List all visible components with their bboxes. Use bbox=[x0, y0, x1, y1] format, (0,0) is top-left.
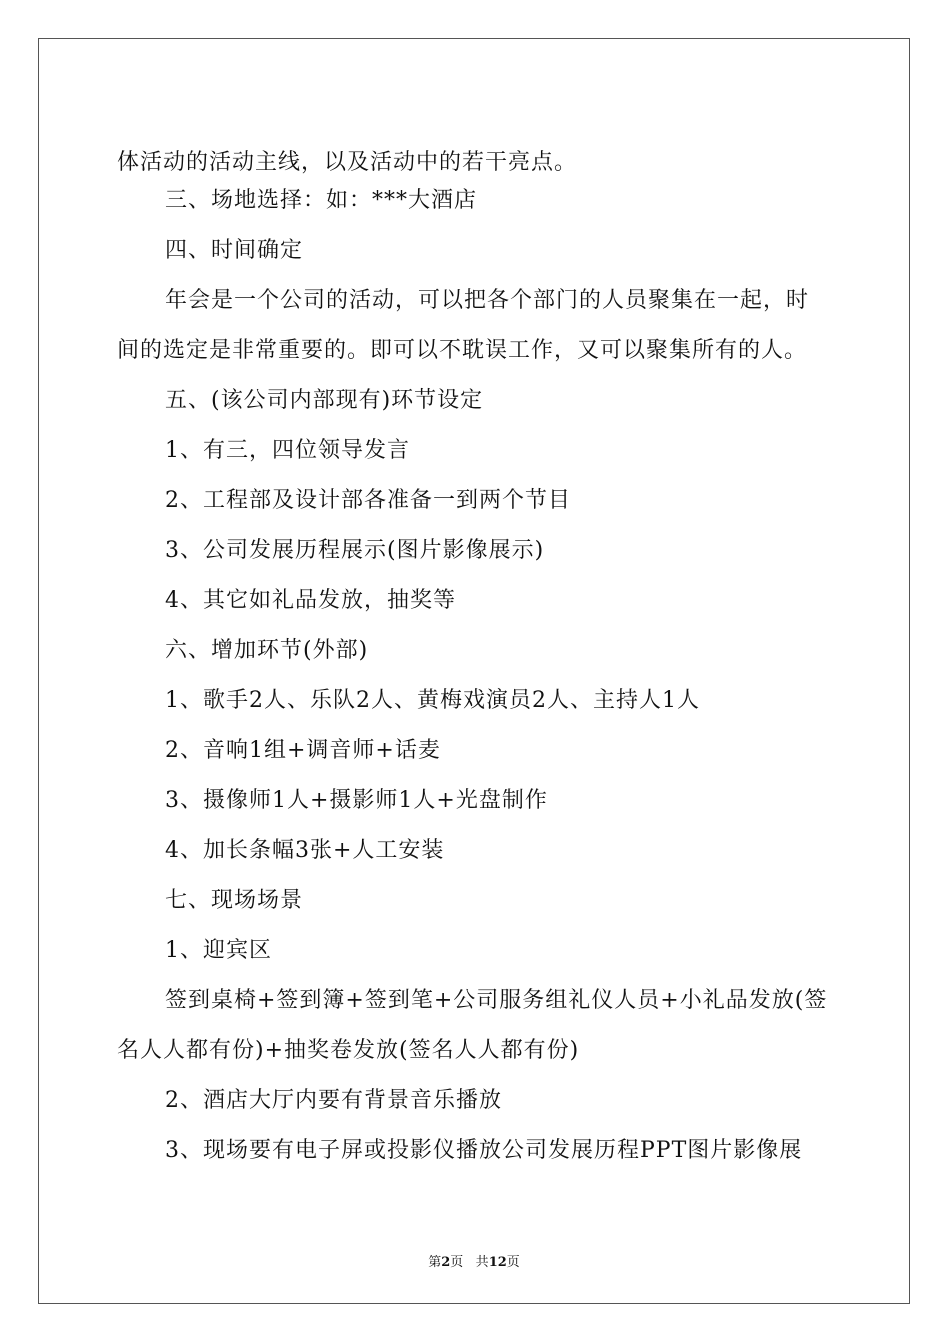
document-body bbox=[39, 39, 909, 1303]
section-heading: 七、现场场景 bbox=[165, 888, 304, 913]
list-item: 2、工程部及设计部各准备一到两个节目 bbox=[165, 488, 571, 513]
total-prefix: 共 bbox=[475, 1255, 489, 1270]
paragraph-line: 年会是一个公司的活动，可以把各个部门的人员聚集在一起，时 bbox=[165, 288, 810, 313]
page-suffix: 页 bbox=[450, 1255, 464, 1270]
section-heading: 六、增加环节(外部) bbox=[165, 638, 369, 663]
paragraph-line: 体活动的活动主线，以及活动中的若干亮点。 bbox=[117, 150, 578, 175]
list-item: 4、加长条幅3张+人工安装 bbox=[165, 838, 445, 863]
list-item: 1、有三，四位领导发言 bbox=[165, 438, 410, 463]
section-heading: 四、时间确定 bbox=[165, 238, 304, 263]
section-heading: 三、场地选择：如：***大酒店 bbox=[165, 188, 478, 213]
list-item: 2、音响1组+调音师+话麦 bbox=[165, 738, 441, 763]
page-footer bbox=[39, 1251, 909, 1270]
list-item: 4、其它如礼品发放，抽奖等 bbox=[165, 588, 456, 613]
list-item: 1、歌手2人、乐队2人、黄梅戏演员2人、主持人1人 bbox=[165, 688, 700, 713]
list-item: 3、现场要有电子屏或投影仪播放公司发展历程PPT图片影像展 bbox=[165, 1138, 803, 1163]
list-item: 3、公司发展历程展示(图片影像展示) bbox=[165, 538, 545, 563]
paragraph-line: 间的选定是非常重要的。即可以不耽误工作，又可以聚集所有的人。 bbox=[117, 338, 808, 363]
page-frame bbox=[38, 38, 910, 1304]
page-number: 2 bbox=[441, 1255, 451, 1270]
list-item: 1、迎宾区 bbox=[165, 938, 272, 963]
paragraph-line: 签到桌椅+签到簿+签到笔+公司服务组礼仪人员+小礼品发放(签 bbox=[165, 988, 828, 1013]
list-item: 3、摄像师1人+摄影师1人+光盘制作 bbox=[165, 788, 548, 813]
list-item: 2、酒店大厅内要有背景音乐播放 bbox=[165, 1088, 502, 1113]
section-heading: 五、(该公司内部现有)环节设定 bbox=[165, 388, 484, 413]
paragraph-line: 名人人都有份)+抽奖卷发放(签名人人都有份) bbox=[117, 1038, 580, 1063]
total-pages: 12 bbox=[488, 1255, 507, 1270]
page-prefix: 第 bbox=[428, 1255, 442, 1270]
total-suffix: 页 bbox=[506, 1255, 520, 1270]
